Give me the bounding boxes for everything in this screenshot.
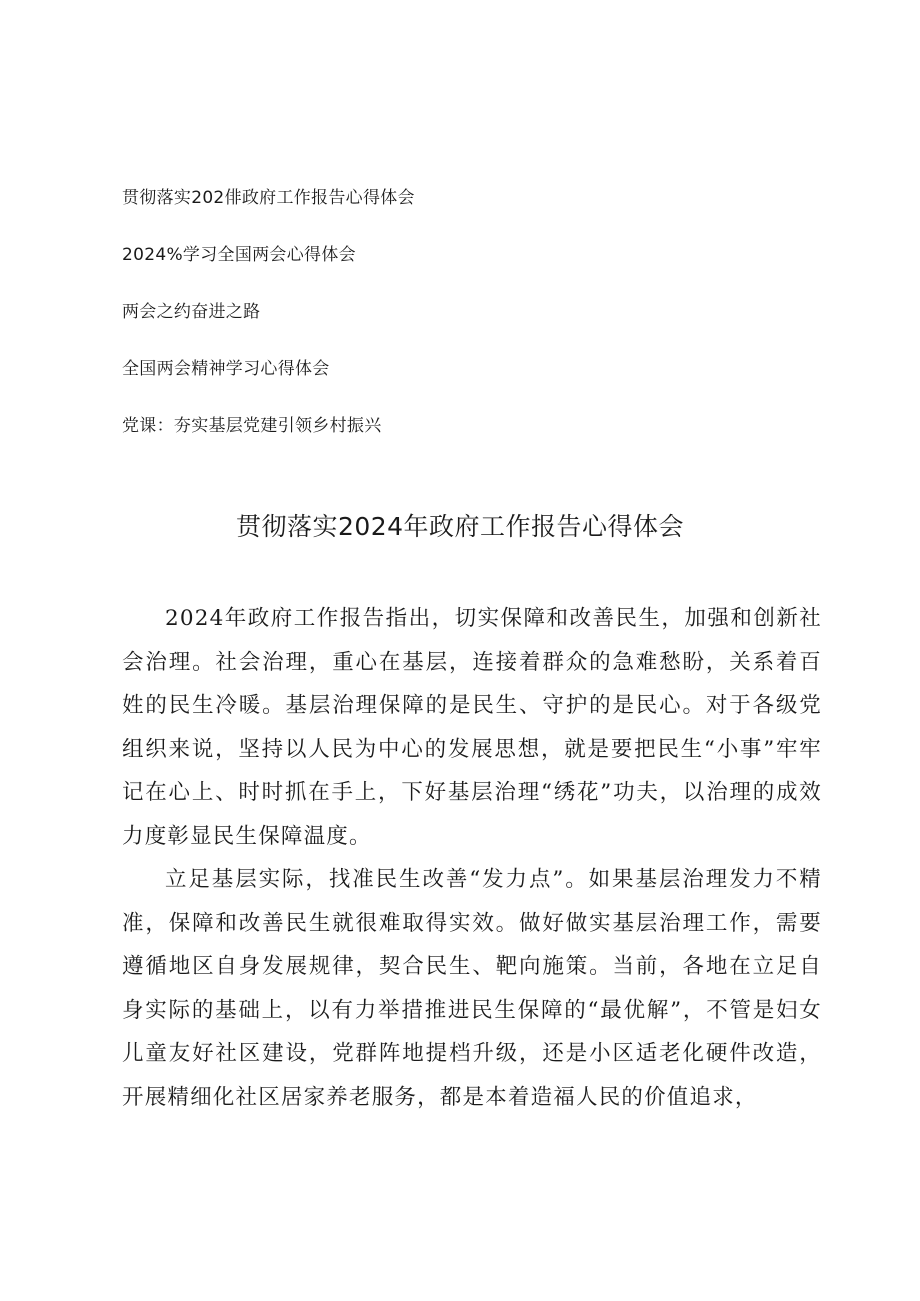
toc-item[interactable]: 党课：夯实基层党建引领乡村振兴 xyxy=(122,416,382,436)
toc-item[interactable]: 两会之约奋进之路 xyxy=(122,302,261,322)
body-paragraph: 立足基层实际，找准民生改善“发力点”。如果基层治理发力不精准，保障和改善民生就很难取得实效。做好做实基层治理工作，需要遵循地区自身发展规律，契合民生、靶向施策。当前，各地在立足自身实际的基础上，以有力举措推进民生保障的“最优解”，不管是妇女儿童友好社区建设，党群阵地提档升级，还是小区适老化硬件改造，开展精细化社区居家养老服务，都是本着造福人民的价值追求， xyxy=(122,867,822,1110)
body-paragraph: 2024年政府工作报告指出，切实保障和改善民生，加强和创新社会治理。社会治理，重心在基层，连接着群众的急难愁盼，关系着百姓的民生冷暖。基层治理保障的是民生、守护的是民心。对于各级党组织来说，坚持以人民为中心的发展思想，就是要把民生“小事”牢牢记在心上、时时抓在手上，下好基层治理“绣花”功夫，以治理的成效力度彰显民生保障温度。 xyxy=(122,606,822,849)
document-body xyxy=(122,597,822,1119)
document-title: 贯彻落实2024年政府工作报告心得体会 xyxy=(235,512,685,541)
table-of-contents xyxy=(122,186,682,471)
toc-item[interactable]: 全国两会精神学习心得体会 xyxy=(122,359,330,379)
toc-item[interactable]: 2024%学习全国两会心得体会 xyxy=(122,245,356,265)
toc-item[interactable]: 贯彻落实202俳政府工作报告心得体会 xyxy=(122,188,415,208)
